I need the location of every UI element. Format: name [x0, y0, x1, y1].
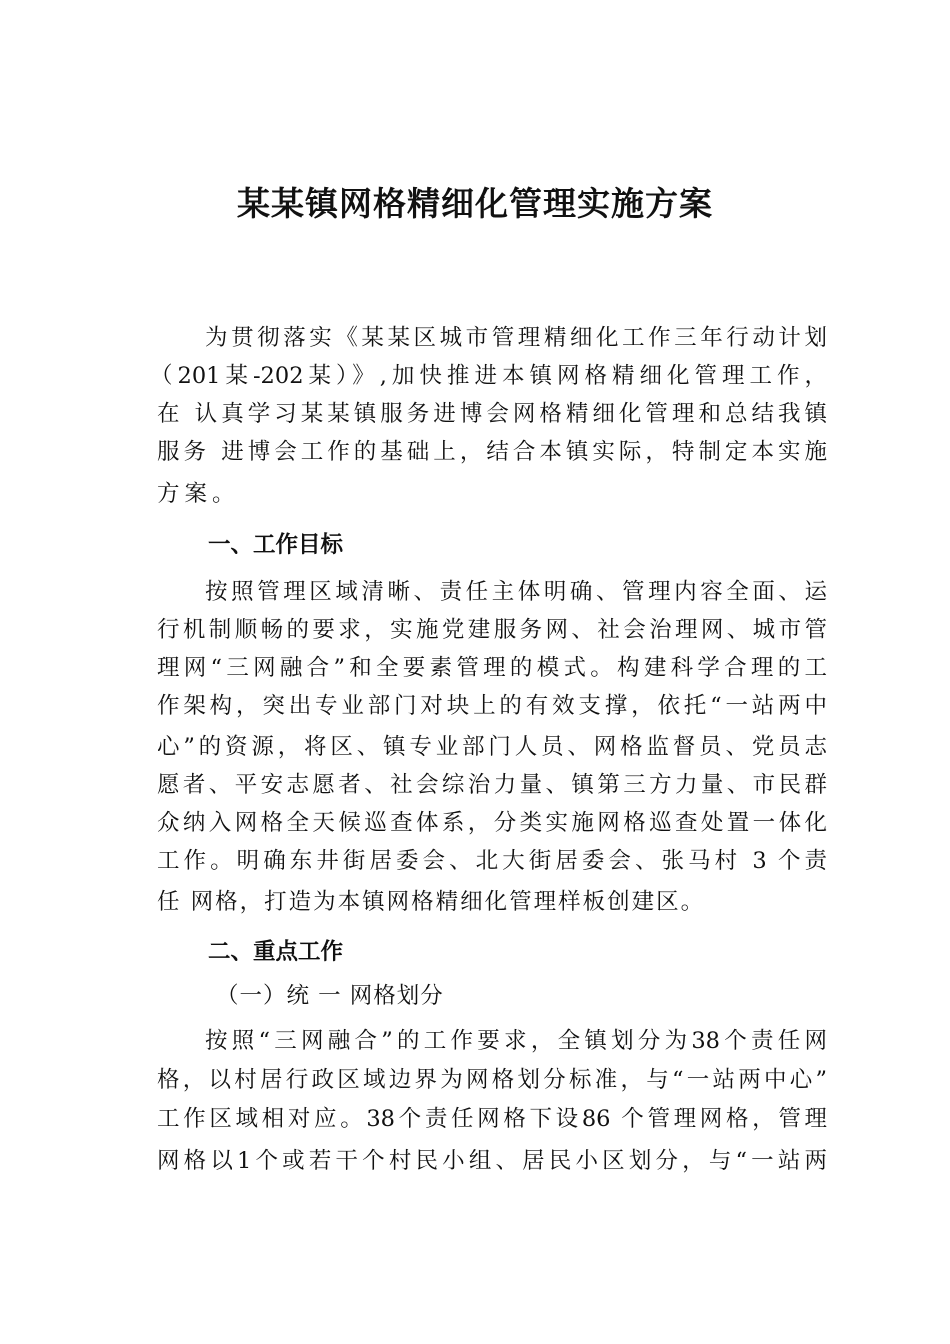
paragraph-line: 作架构，突出专业部门对块上的有效支撑，依托“一站两中	[157, 693, 827, 719]
paragraph-line: 工作。明确东井街居委会、北大街居委会、张马村 3 个责	[157, 848, 827, 874]
paragraph-line: 格，以村居行政区域边界为网格划分标准，与“一站两中心”	[157, 1067, 827, 1093]
paragraph-line: 按照管理区域清晰、责任主体明确、管理内容全面、运	[205, 579, 827, 605]
section-heading-key-work: 二、重点工作	[208, 939, 344, 965]
paragraph-line: 行机制顺畅的要求，实施党建服务网、社会治理网、城市管	[157, 617, 827, 643]
paragraph-line: 众纳入网格全天候巡查体系，分类实施网格巡查处置一体化	[157, 810, 827, 836]
document-title: 某某镇网格精细化管理实施方案	[237, 184, 713, 223]
paragraph-line: 工作区域相对应。38个责任网格下设86 个管理网格，管理	[157, 1106, 827, 1132]
intro-line: 方案。	[157, 481, 240, 507]
section-heading-goals: 一、工作目标	[208, 532, 344, 558]
intro-line: 为贯彻落实《某某区城市管理精细化工作三年行动计划	[205, 325, 827, 351]
intro-line: 在 认真学习某某镇服务进博会网格精细化管理和总结我镇	[157, 401, 827, 427]
intro-line: （201某-202某）》,加快推进本镇网格精细化管理工作，	[150, 363, 827, 389]
paragraph-line: 按照“三网融合”的工作要求，全镇划分为38个责任网	[205, 1028, 827, 1054]
paragraph-line: 理网“三网融合”和全要素管理的模式。构建科学合理的工	[157, 655, 827, 681]
paragraph-line: 任 网格，打造为本镇网格精细化管理样板创建区。	[157, 889, 706, 915]
subsection-heading: （一）统 一 网格划分	[216, 983, 444, 1009]
paragraph-line: 愿者、平安志愿者、社会综治力量、镇第三方力量、市民群	[157, 772, 827, 798]
paragraph-line: 心”的资源，将区、镇专业部门人员、网格监督员、党员志	[157, 734, 827, 760]
intro-line: 服务 进博会工作的基础上，结合本镇实际，特制定本实施	[157, 439, 827, 465]
paragraph-line: 网格以1个或若干个村民小组、居民小区划分，与“一站两	[157, 1148, 827, 1174]
